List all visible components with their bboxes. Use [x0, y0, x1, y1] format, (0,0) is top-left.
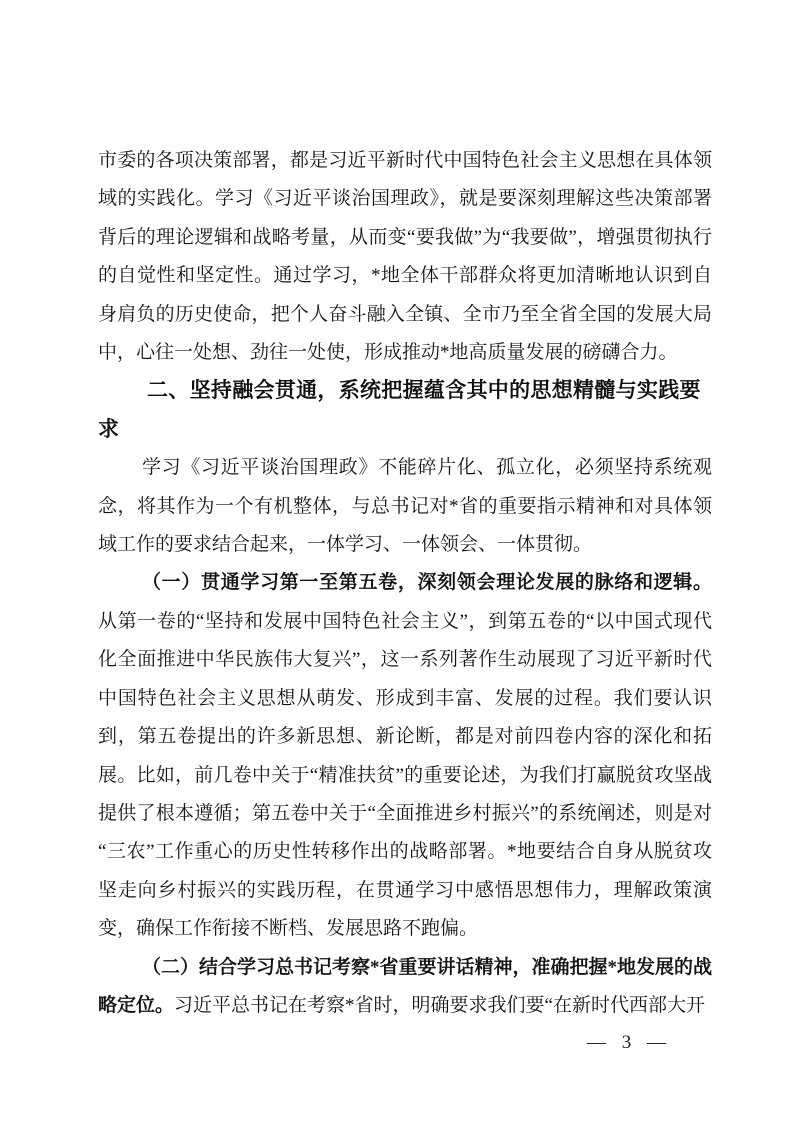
paragraph-continuation — [98, 142, 712, 372]
paragraph-section-intro-text: 学习《习近平谈治国理政》不能碎片化、孤立化，必须坚持系统观念，将其作为一个有机整体，与总书记对*省的重要指示精神和对具体领域工作的要求结合起来，一体学习、一体领会、一体贯彻。 — [98, 457, 712, 556]
item-2-lead: （二）结合学习总书记考察*省重要讲话精神，准确把握*地发展的战略定位。 — [98, 956, 713, 1016]
section-heading — [98, 372, 712, 449]
item-1-body: 从第一卷的“坚持和发展中国特色社会主义”，到第五卷的“以中国式现代化全面推进中华民族伟大复兴”，这一系列著作生动展现了习近平新时代中国特色社会主义思想从萌发、形成到丰富、发展的过程。我们要认识到，第五卷提出的许多新思想、新论断，都是对前四卷内容的深化和拓展。比如，前几卷中关于“精准扶贫”的重要论述，为我们打赢脱贫攻坚战提供了根本遵循；第五卷中关于“全面推进乡村振兴”的系统阐述，则是对“三农”工作重心的历史性转移作出的战略部署。*地要结合自身从脱贫攻坚走向乡村振兴的实践历程，在贯通学习中感悟思想伟力，理解政策演变，确保工作衔接不断档、发展思路不跑偏。 — [98, 610, 712, 940]
document-body — [98, 142, 712, 1025]
item-2-body: 习近平总书记在考察*省时，明确要求我们要“在新时代西部大开 — [174, 994, 705, 1016]
paragraph-section-intro — [98, 449, 712, 564]
paragraph-item-2 — [98, 949, 712, 1026]
paragraph-continuation-text: 市委的各项决策部署，都是习近平新时代中国特色社会主义思想在具体领域的实践化。学习《习近平谈治国理政》，就是要深刻理解这些决策部署背后的理论逻辑和战略考量，从而变“要我做”为“我要做”，增强贯彻执行的自觉性和坚定性。通过学习，*地全体干部群众将更加清晰地认识到自身肩负的历史使命，把个人奋斗融入全镇、全市乃至全省全国的发展大局中，心往一处想、劲往一处使，形成推动*地高质量发展的磅礴合力。 — [98, 150, 712, 364]
paragraph-item-1 — [98, 564, 712, 948]
item-1-lead: （一）贯通学习第一至第五卷，深刻领会理论发展的脉络和逻辑。 — [142, 572, 712, 594]
section-heading-text: 二、坚持融会贯通，系统把握蕴含其中的思想精髓与实践要求 — [98, 379, 701, 441]
page-number: — 3 — — [587, 1032, 667, 1053]
